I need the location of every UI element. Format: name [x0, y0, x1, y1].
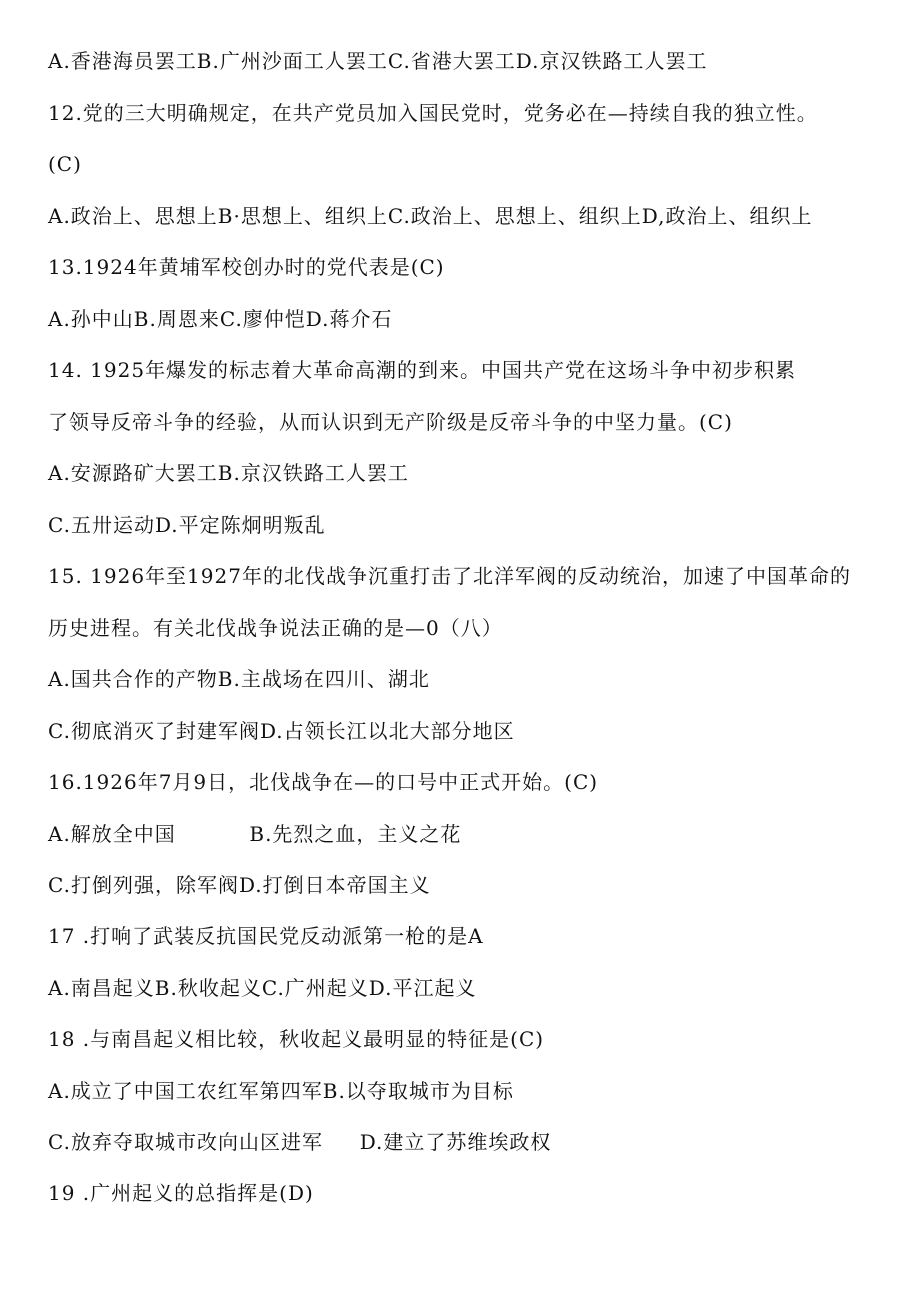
question-14: 14. 1925年爆发的标志着大革命高潮的到来。中国共产党在这场斗争中初步积累 [48, 358, 797, 382]
question-16: 16.1926年7月9日，北伐战争在—的口号中正式开始。(C) [48, 770, 599, 794]
question-18: 18 .与南昌起义相比较，秋收起义最明显的特征是(C) [48, 1027, 545, 1051]
options-line: A.政治上、思想上B·思想上、组织上C.政治上、思想上、组织上D,政治上、组织上 [48, 204, 813, 228]
answer-line: (C) [48, 152, 82, 176]
question-13: 13.1924年黄埔军校创办时的党代表是(C) [48, 255, 445, 279]
options-line: C.彻底消灭了封建军阀D.占领长江以北大部分地区 [48, 719, 515, 743]
question-14-cont: 了领导反帝斗争的经验，从而认识到无产阶级是反帝斗争的中坚力量。(C) [48, 410, 733, 434]
options-line: A.国共合作的产物B.主战场在四川、湖北 [48, 667, 430, 691]
text-line: A.香港海员罢工B.广州沙面工人罢工C.省港大罢工D.京汉铁路工人罢工 [48, 49, 708, 73]
question-17: 17 .打响了武装反抗国民党反动派第一枪的是A [48, 924, 484, 948]
options-line: A.解放全中国 B.先烈之血，主义之花 [48, 822, 462, 846]
options-line: C.打倒列强，除军阀D.打倒日本帝国主义 [48, 873, 431, 897]
question-12: 12.党的三大明确规定，在共产党员加入国民党时，党务必在—持续自我的独立性。 [48, 101, 818, 125]
options-line: A.孙中山B.周恩来C.廖仲恺D.蒋介石 [48, 307, 393, 331]
options-line: C.五卅运动D.平定陈炯明叛乱 [48, 513, 326, 537]
question-15: 15. 1926年至1927年的北伐战争沉重打击了北洋军阀的反动统治，加速了中国革命的 [48, 564, 851, 588]
options-line: C.放弃夺取城市改向山区进军 D.建立了苏维埃政权 [48, 1130, 552, 1154]
options-line: A.成立了中国工农红军第四军B.以夺取城市为目标 [48, 1079, 514, 1103]
question-19: 19 .广州起义的总指挥是(D) [48, 1181, 314, 1205]
question-15-cont: 历史进程。有关北伐战争说法正确的是—0（八） [48, 616, 503, 640]
options-line: A.安源路矿大罢工B.京汉铁路工人罢工 [48, 461, 409, 485]
options-line: A.南昌起义B.秋收起义C.广州起义D.平江起义 [48, 976, 477, 1000]
